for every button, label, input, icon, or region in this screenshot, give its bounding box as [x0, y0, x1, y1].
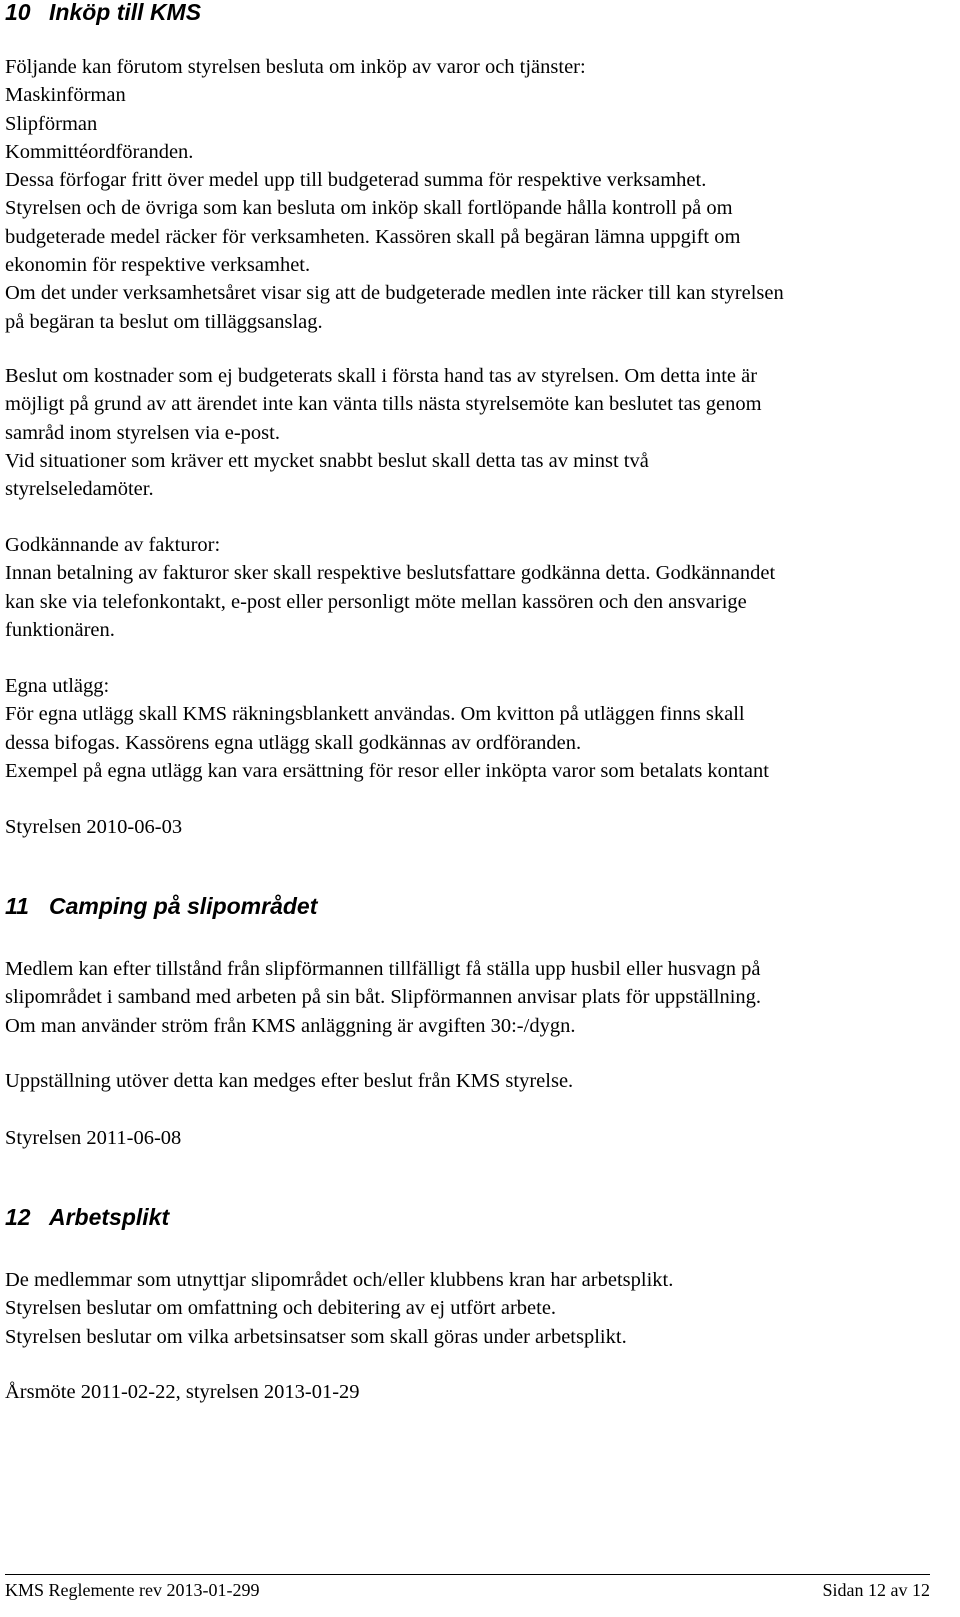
text-line: Om det under verksamhetsåret visar sig att de budgeterade medlen inte räcker till kan styrelsen [5, 282, 784, 305]
section-title: Camping på slipområdet [49, 893, 318, 919]
section-number: 10 [5, 0, 31, 25]
text-line: Exempel på egna utlägg kan vara ersättning för resor eller inköpta varor som betalats kontant [5, 759, 769, 782]
text-line: styrelseledamöter. [5, 478, 154, 501]
text-line: Styrelsen och de övriga som kan besluta om inköp skall fortlöpande hålla kontroll på om [5, 197, 733, 220]
text-line: Innan betalning av fakturor sker skall respektive beslutsfattare godkänna detta. Godkännandet [5, 562, 776, 585]
page-footer [5, 1574, 930, 1601]
text-line: budgeterade medel räcker för verksamheten. Kassören skall på begäran lämna uppgift om [5, 225, 741, 248]
section-title: Arbetsplikt [49, 1204, 170, 1230]
signature-line [5, 813, 182, 841]
text-line: Slipförman [5, 112, 98, 135]
text-line: Beslut om kostnader som ej budgeterats skall i första hand tas av styrelsen. Om detta inte är [5, 365, 758, 387]
text-line: Maskinförman [5, 84, 126, 107]
text-line: Styrelsen 2011-06-08 [5, 1127, 182, 1149]
paragraph [5, 531, 775, 644]
text-line: kan ske via telefonkontakt, e-post eller personligt möte mellan kassören och den ansvarige [5, 590, 747, 613]
section-heading-10 [5, 0, 201, 26]
text-line: Dessa förfogar fritt över medel upp till budgeterad summa för respektive verksamhet. [5, 169, 707, 192]
footer-page-number: Sidan 12 av 12 [822, 1580, 930, 1600]
signature-line [5, 1124, 181, 1152]
text-line: funktionären. [5, 618, 115, 641]
text-line: Årsmöte 2011-02-22, styrelsen 2013-01-29 [5, 1381, 360, 1403]
paragraph [5, 1266, 673, 1351]
text-line: Uppställning utöver detta kan medges efter beslut från KMS styrelse. [5, 1070, 574, 1092]
section-title: Inköp till KMS [49, 0, 202, 25]
signature-line [5, 1378, 360, 1406]
text-line: Följande kan förutom styrelsen besluta om inköp av varor och tjänster: [5, 56, 586, 78]
text-line: Styrelsen 2010-06-03 [5, 816, 183, 838]
text-line: Egna utlägg: [5, 675, 110, 697]
text-line: slipområdet i samband med arbeten på sin båt. Slipförmannen anvisar plats för uppställning. [5, 986, 762, 1009]
section-heading-11 [5, 892, 317, 920]
text-line: Styrelsen beslutar om vilka arbetsinsatser som skall göras under arbetsplikt. [5, 1325, 627, 1348]
section-number: 11 [5, 893, 29, 919]
paragraph [5, 672, 769, 785]
text-line: Godkännande av fakturor: [5, 534, 221, 556]
paragraph [5, 1067, 573, 1095]
paragraph [5, 53, 784, 336]
section-heading-12 [5, 1203, 169, 1231]
footer-document-revision: KMS Reglemente rev 2013-01-299 [5, 1580, 260, 1600]
paragraph [5, 955, 761, 1040]
section-number: 12 [5, 1204, 31, 1230]
text-line: dessa bifogas. Kassörens egna utlägg skall godkännas av ordföranden. [5, 731, 582, 754]
text-line: Kommittéordföranden. [5, 140, 194, 163]
text-line: Vid situationer som kräver ett mycket snabbt beslut skall detta tas av minst två [5, 449, 649, 472]
text-line: Styrelsen beslutar om omfattning och debitering av ej utfört arbete. [5, 1297, 557, 1320]
text-line: För egna utlägg skall KMS räkningsblankett användas. Om kvitton på utläggen finns skall [5, 703, 745, 726]
text-line: på begäran ta beslut om tilläggsanslag. [5, 310, 323, 333]
text-line: De medlemmar som utnyttjar slipområdet och/eller klubbens kran har arbetsplikt. [5, 1269, 674, 1291]
text-line: Om man använder ström från KMS anläggning är avgiften 30:-/dygn. [5, 1014, 576, 1037]
paragraph [5, 362, 762, 503]
text-line: Medlem kan efter tillstånd från slipförmannen tillfälligt få ställa upp husbil eller husvagn på [5, 958, 761, 980]
text-line: ekonomin för respektive verksamhet. [5, 254, 311, 277]
text-line: möjligt på grund av att ärendet inte kan vänta tills nästa styrelsemöte kan beslutet tas genom [5, 393, 762, 416]
text-line: samråd inom styrelsen via e-post. [5, 421, 280, 444]
